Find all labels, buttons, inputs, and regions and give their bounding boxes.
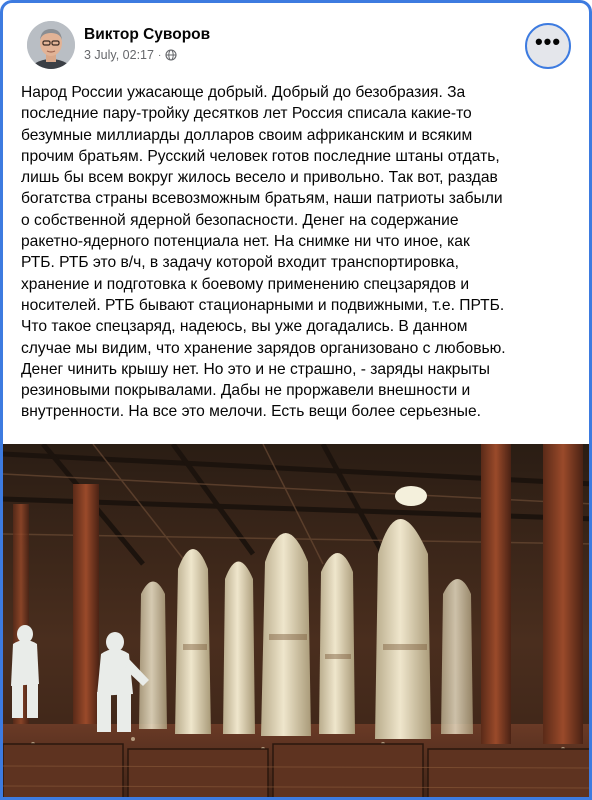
more-options-icon: •••	[534, 29, 562, 54]
post-text-line: лишь бы всем вокруг жилось весело и привольно. Так вот, раздав	[21, 169, 498, 187]
post-meta	[84, 48, 177, 62]
post-text-line: Народ России ужасающе добрый. Добрый до безобразия. За	[21, 84, 466, 101]
author-name[interactable]: Виктор Суворов	[84, 26, 211, 43]
post-text-line: резиновыми покрывалами. Дабы не проржавели внешности и	[21, 382, 471, 400]
avatar-image	[27, 21, 75, 69]
post-text-line: хранение и подготовка к боевому применению спецзарядов и	[21, 275, 470, 293]
avatar[interactable]	[27, 21, 75, 69]
post-date[interactable]: 3 July, 02:17	[84, 48, 154, 62]
post-text-line: случае мы видим, что хранение зарядов организовано с любовью.	[21, 339, 506, 357]
post-text-line: Что такое спецзаряд, надеюсь, вы уже догадались. В данном	[21, 318, 468, 336]
more-options-button[interactable]	[525, 23, 571, 69]
post-text-line: безумные миллиарды долларов своим африканским и всяким	[21, 126, 473, 144]
post-text-line: носителей. РТБ бывают стационарными и подвижными, т.е. ПРТБ.	[21, 296, 505, 314]
post-text-line: богатства страны всевозможным братьям, наши патриоты забыли	[21, 190, 503, 208]
post-photo[interactable]	[3, 444, 592, 800]
post-text-line: последние пару-тройку десятков лет Россия списала какие-то	[21, 105, 472, 123]
post-text-line: прочим братьям. Русский человек готов последние штаны отдать,	[21, 147, 500, 165]
post-text-line: внутренности. На все это мелочи. Есть вещи более серьезные.	[21, 403, 482, 421]
post-text-line: РТБ. РТБ это в/ч, в задачу которой входит транспортировка,	[21, 254, 459, 272]
meta-separator: ·	[157, 49, 162, 61]
globe-icon	[165, 49, 177, 61]
post-text	[21, 82, 581, 423]
post-text-line: ракетно-ядерного потенциала нет. На снимке ни что иное, как	[21, 233, 470, 251]
post-text-line: о собственной ядерной безопасности. Денег на содержание	[21, 211, 459, 229]
warehouse-photo	[3, 444, 592, 800]
post-text-line: Денег чинить крышу нет. Но это и не страшно, - заряды накрыты	[21, 360, 490, 378]
post-header	[20, 15, 579, 71]
